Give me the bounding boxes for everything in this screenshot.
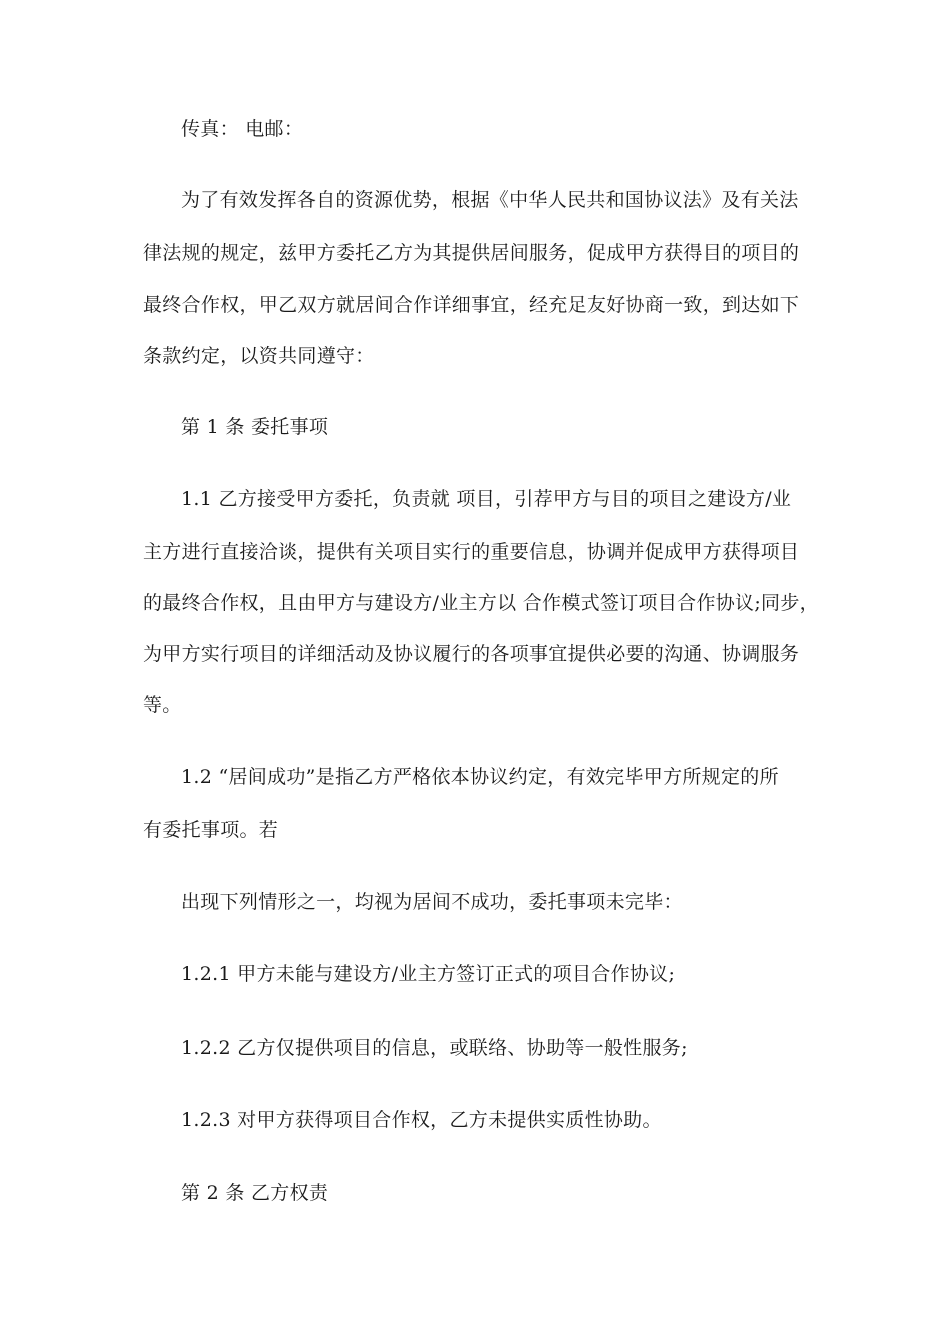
clause-1-1-line-2: 主方进行直接洽谈，提供有关项目实行的重要信息，协调并促成甲方获得项目 <box>143 541 800 563</box>
clause-1-2-1: 1.2.1 甲方未能与建设方/业主方签订正式的项目合作协议; <box>181 963 676 985</box>
clause-1-1-line-5: 等。 <box>143 694 182 716</box>
clause-1-2-3: 1.2.3 对甲方获得项目合作权，乙方未提供实质性协助。 <box>181 1109 662 1131</box>
contact-line: 传真： 电邮： <box>181 118 304 140</box>
clause-1-2-2: 1.2.2 乙方仅提供项目的信息，或联络、协助等一般性服务; <box>181 1037 688 1059</box>
clause-1-2-line-2: 有委托事项。若 <box>143 819 279 841</box>
article-1-heading: 第 1 条 委托事项 <box>181 416 329 438</box>
article-2-heading: 第 2 条 乙方权责 <box>181 1182 329 1204</box>
intro-line-2: 律法规的规定，兹甲方委托乙方为其提供居间服务，促成甲方获得目的项目的 <box>143 242 800 264</box>
intro-line-3: 最终合作权，甲乙双方就居间合作详细事宜，经充足友好协商一致，到达如下 <box>143 294 800 316</box>
clause-1-1-line-1: 1.1 乙方接受甲方委托，负责就 项目，引荐甲方与目的项目之建设方/业 <box>181 488 792 510</box>
clause-1-1-line-4: 为甲方实行项目的详细活动及协议履行的各项事宜提供必要的沟通、协调服务 <box>143 643 800 665</box>
intro-line-1: 为了有效发挥各自的资源优势，根据《中华人民共和国协议法》及有关法 <box>181 189 799 211</box>
intro-line-4: 条款约定，以资共同遵守： <box>143 345 375 367</box>
failure-intro: 出现下列情形之一，均视为居间不成功，委托事项未完毕： <box>181 891 683 913</box>
clause-1-2-line-1: 1.2 “居间成功”是指乙方严格依本协议约定，有效完毕甲方所规定的所 <box>181 766 779 788</box>
clause-1-1-line-3: 的最终合作权，且由甲方与建设方/业主方以 合作模式签订项目合作协议;同步， <box>143 592 819 614</box>
